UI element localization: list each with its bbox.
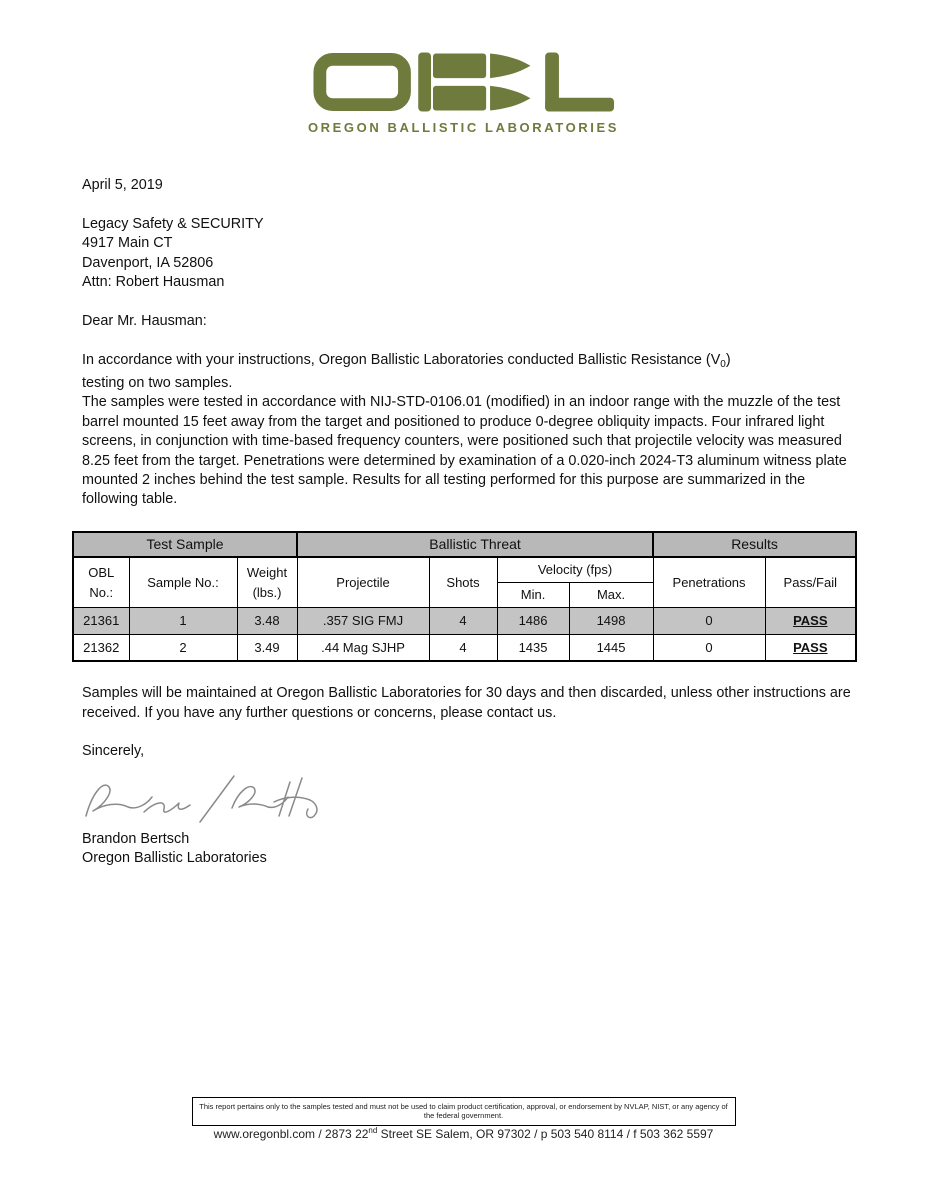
v0-subscript: 0 — [720, 358, 726, 370]
letter-body — [82, 176, 864, 869]
cell-weight: 3.49 — [237, 634, 297, 661]
cell-velocity-max: 1445 — [569, 634, 653, 661]
company-logo-block — [0, 52, 927, 135]
table-row — [73, 607, 856, 634]
ordinal-superscript: nd — [368, 1126, 378, 1135]
col-header-penetrations: Penetrations — [653, 557, 765, 607]
col-header-weight: Weight (lbs.) — [237, 557, 297, 607]
cell-shots: 4 — [429, 634, 497, 661]
col-header-obl-no: OBL No.: — [73, 557, 129, 607]
signature-image — [82, 770, 327, 826]
pass-fail-badge: PASS — [793, 613, 828, 629]
cell-penetrations: 0 — [653, 634, 765, 661]
salutation: Dear Mr. Hausman: — [82, 312, 207, 329]
obl-logo-icon — [311, 52, 616, 112]
signer-name: Brandon Bertsch — [82, 830, 190, 847]
col-header-min: Min. — [497, 582, 569, 607]
cell-projectile: .357 SIG FMJ — [297, 607, 429, 634]
col-header-pass-fail: Pass/Fail — [765, 557, 856, 607]
signer-organization: Oregon Ballistic Laboratories — [82, 850, 267, 867]
paragraph-intro: In accordance with your instructions, Oregon Ballistic Laboratories conducted Ballistic Resistance $(V_0)$ testing on two samples. — [82, 351, 731, 392]
cell-sample-no: 2 — [129, 634, 237, 661]
letter-date: April 5, 2019 — [82, 177, 163, 193]
group-header-ballistic-threat: Ballistic Threat — [297, 532, 653, 557]
results-table — [72, 531, 857, 662]
col-header-max: Max. — [569, 582, 653, 607]
cell-projectile: .44 Mag SJHP — [297, 634, 429, 661]
footer-contact-line: www.oregonbl.com / 2873 22nd Street SE Salem, OR 97302 / p 503 540 8114 / f 503 362 5597 — [213, 1126, 714, 1141]
cell-sample-no: 1 — [129, 607, 237, 634]
recipient-company: Legacy Safety & SECURITY — [82, 215, 264, 232]
col-header-shots: Shots — [429, 557, 497, 607]
recipient-address1: 4917 Main CT — [82, 235, 173, 252]
logo-caption: OREGON BALLISTIC LABORATORIES — [307, 120, 620, 135]
table-group-header-row — [73, 532, 856, 557]
col-header-projectile: Projectile — [297, 557, 429, 607]
cell-velocity-min: 1486 — [497, 607, 569, 634]
group-header-test-sample: Test Sample — [73, 532, 297, 557]
cell-velocity-max: 1498 — [569, 607, 653, 634]
cell-weight: 3.48 — [237, 607, 297, 634]
cell-shots: 4 — [429, 607, 497, 634]
closing: Sincerely, — [82, 743, 145, 760]
table-row — [73, 634, 856, 661]
cell-obl-no: 21362 — [73, 634, 129, 661]
recipient-address2: Davenport, IA 52806 — [82, 254, 214, 271]
pass-fail-badge: PASS — [793, 639, 828, 655]
cell-velocity-min: 1435 — [497, 634, 569, 661]
paragraph-retention: Samples will be maintained at Oregon Ballistic Laboratories for 30 days and then discarded, unless other instructions are received. If you have any further questions or concerns, please contact us. — [82, 685, 851, 721]
col-header-sample-no: Sample No.: — [129, 557, 237, 607]
col-header-velocity: Velocity (fps) — [497, 557, 653, 582]
table-column-header-row — [73, 557, 856, 582]
cell-obl-no: 21361 — [73, 607, 129, 634]
disclaimer-box: This report pertains only to the samples tested and must not be used to claim product certification, approval, or endorsement by NVLAP, NIST, or any agency of the federal government. — [192, 1097, 736, 1126]
recipient-attn: Attn: Robert Hausman — [82, 274, 225, 291]
paragraph-method: The samples were tested in accordance with NIJ-STD-0106.01 (modified) in an indoor range with the muzzle of the test barrel mounted 15 feet away from the target and positioned to produce 0-degree obliquity impacts. Four infrared light screens, in conjunction with time-based frequency counters, were positioned such that projectile velocity was measured 8.25 feet from the target. Penetrations were determined by examination of a 0.020-inch 2024-T3 aluminum witness plate mounted 2 inches behind the test sample. Results for all testing performed for this purpose are summarized in the following table. — [82, 394, 847, 508]
group-header-results: Results — [653, 532, 856, 557]
results-table-wrap — [72, 531, 864, 662]
cell-penetrations: 0 — [653, 607, 765, 634]
